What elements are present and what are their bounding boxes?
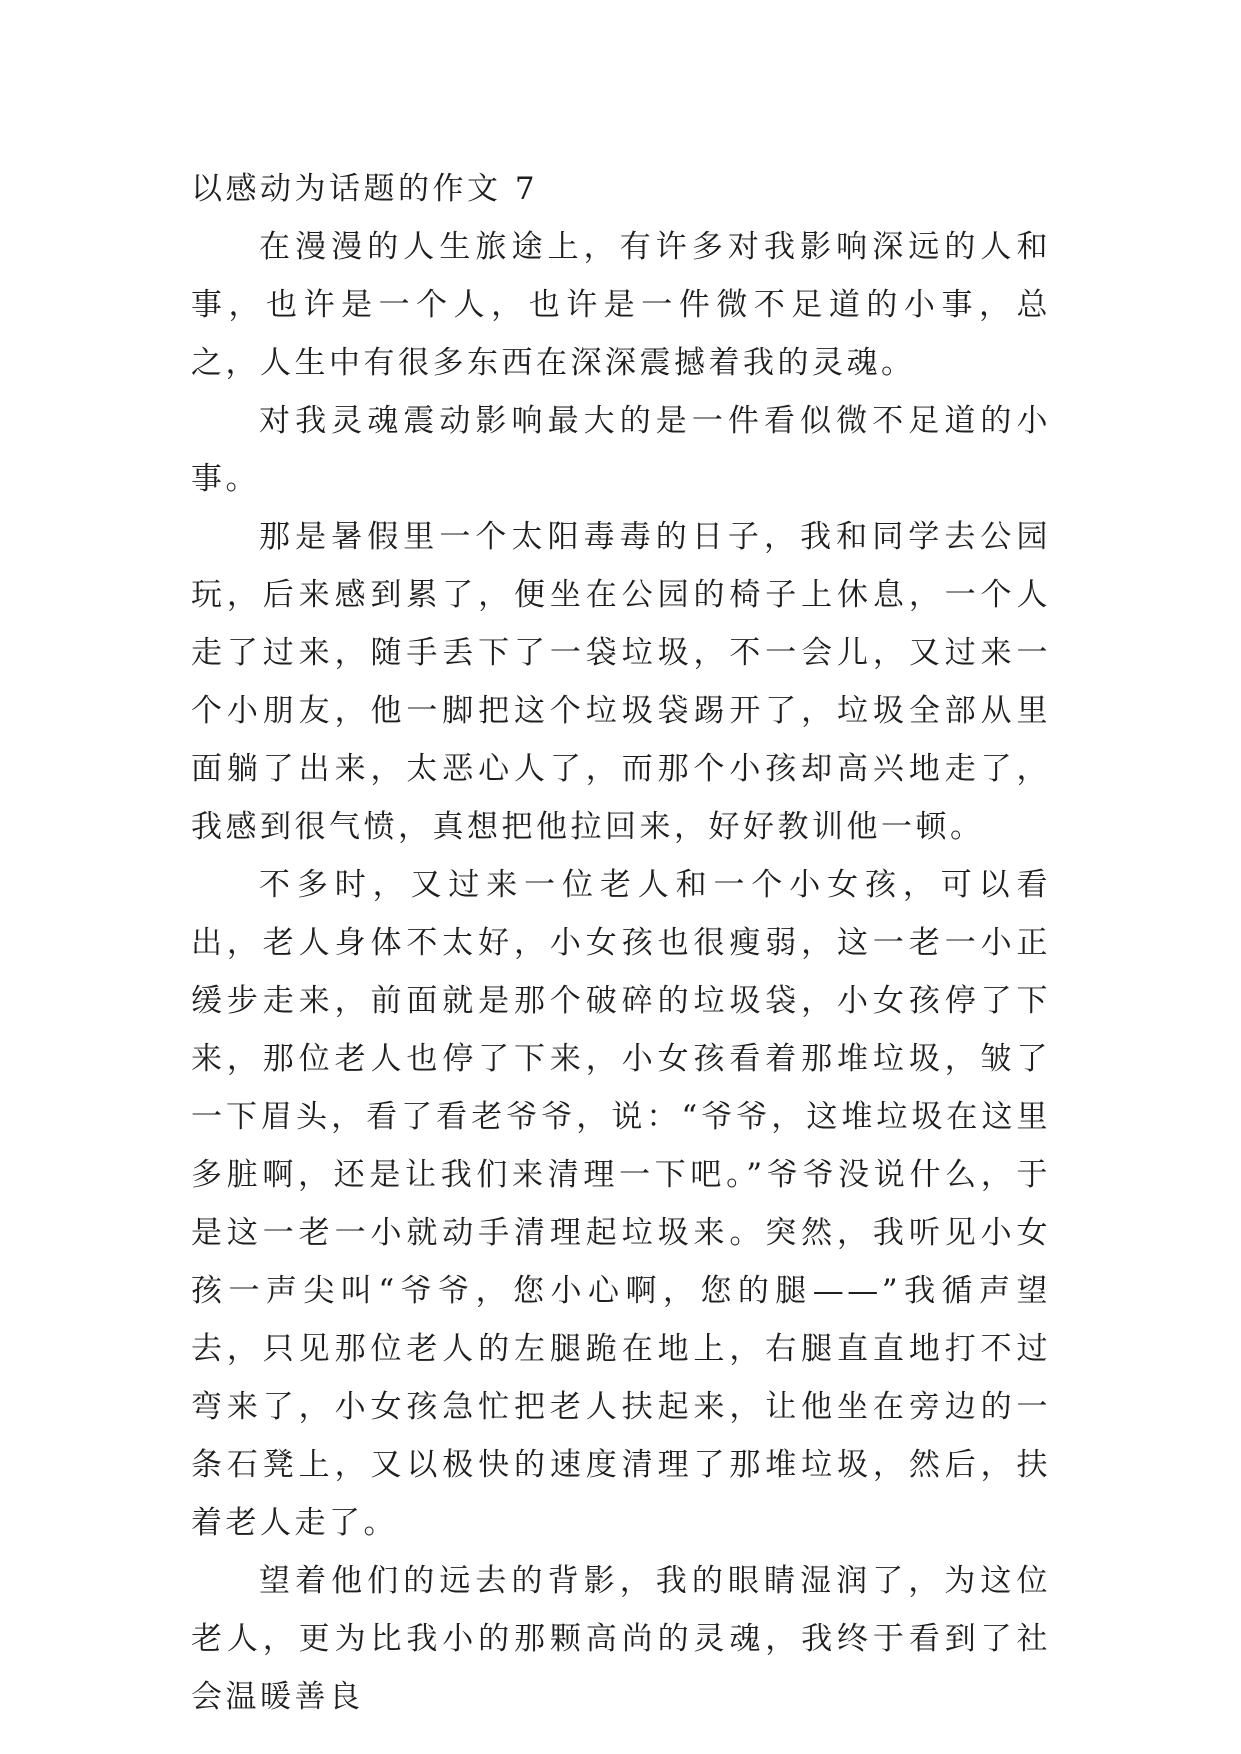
essay-title: 以感动为话题的作文 7 [191, 171, 539, 207]
paragraph-5: 望着他们的远去的背影，我的眼睛湿润了，为这位老人，更为比我小的那颗高尚的灵魂，我终于看到了社会温暖善良 [191, 1563, 1051, 1715]
paragraph-1: 在漫漫的人生旅途上，有许多对我影响深远的人和事，也许是一个人，也许是一件微不足道的小事，总之，人生中有很多东西在深深震撼着我的灵魂。 [191, 229, 1051, 381]
paragraph-4: 不多时，又过来一位老人和一个小女孩，可以看出，老人身体不太好，小女孩也很瘦弱，这一老一小正缓步走来，前面就是那个破碎的垃圾袋，小女孩停了下来，那位老人也停了下来，小女孩看着那堆垃圾，皱了一下眉头，看了看老爷爷，说：“爷爷，这堆垃圾在这里多脏啊，还是让我们来清理一下吧。”爷爷没说什么，于是这一老一小就动手清理起垃圾来。突然，我听见小女孩一声尖叫“爷爷，您小心啊，您的腿——”我循声望去，只见那位老人的左腿跪在地上，右腿直直地打不过弯来了，小女孩急忙把老人扶起来，让他坐在旁边的一条石凳上，又以极快的速度清理了那堆垃圾，然后，扶着老人走了。 [191, 867, 1051, 1541]
paragraph-2: 对我灵魂震动影响最大的是一件看似微不足道的小事。 [191, 403, 1051, 497]
document-body [191, 160, 1051, 1726]
paragraph-3: 那是暑假里一个太阳毒毒的日子，我和同学去公园玩，后来感到累了，便坐在公园的椅子上休息，一个人走了过来，随手丢下了一袋垃圾，不一会儿，又过来一个小朋友，他一脚把这个垃圾袋踢开了，垃圾全部从里面躺了出来，太恶心人了，而那个小孩却高兴地走了，我感到很气愤，真想把他拉回来，好好教训他一顿。 [191, 519, 1051, 845]
